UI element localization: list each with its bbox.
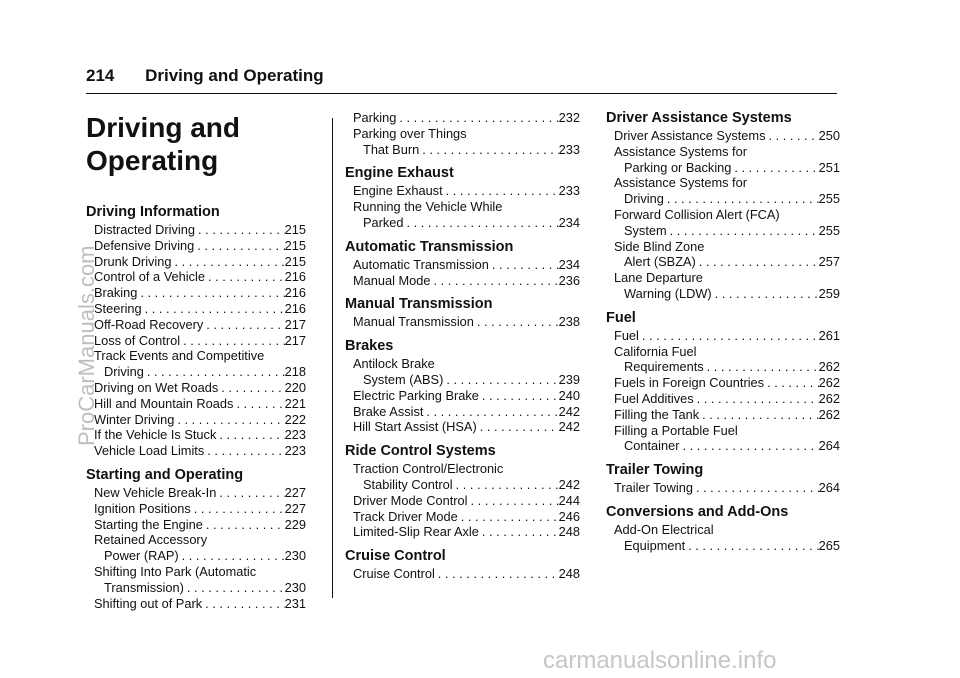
toc-entry[interactable] bbox=[606, 328, 840, 344]
dot-leader bbox=[194, 238, 284, 254]
toc-entry-page: 264 bbox=[818, 480, 840, 496]
toc-entry-line: Parking over Things bbox=[353, 125, 467, 141]
toc-entry[interactable] bbox=[86, 269, 306, 285]
toc-entry-label: Fuel Additives bbox=[614, 390, 694, 406]
toc-entry-line: Running the Vehicle While bbox=[353, 199, 503, 215]
dot-leader bbox=[396, 110, 558, 126]
toc-entry-label: Defensive Driving bbox=[94, 237, 195, 253]
toc-entry[interactable] bbox=[606, 407, 840, 423]
toc-entry-page: 217 bbox=[284, 332, 306, 348]
toc-entry[interactable] bbox=[86, 580, 306, 596]
toc-entry-label: Hill Start Assist (HSA) bbox=[353, 419, 477, 435]
toc-entry-label: Warning (LDW) bbox=[624, 285, 712, 301]
toc-entry[interactable] bbox=[345, 183, 580, 199]
toc-entry-label: Transmission) bbox=[104, 579, 184, 595]
toc-entry-page: 227 bbox=[284, 484, 306, 500]
toc-entry[interactable] bbox=[606, 480, 840, 496]
dot-leader bbox=[172, 254, 285, 270]
toc-entry-label: Cruise Control bbox=[353, 566, 435, 582]
toc-entry-page: 230 bbox=[284, 548, 306, 564]
toc-entry-label: Equipment bbox=[624, 537, 686, 553]
toc-entry-page: 251 bbox=[818, 159, 840, 175]
page-header bbox=[86, 66, 324, 86]
toc-entry-label: New Vehicle Break-In bbox=[94, 484, 217, 500]
toc-entry-label: Limited-Slip Rear Axle bbox=[353, 524, 479, 540]
toc-entry-label: Fuels in Foreign Countries bbox=[614, 375, 765, 391]
toc-entry-page: 248 bbox=[558, 524, 580, 540]
toc-entry[interactable] bbox=[86, 333, 306, 349]
dot-leader bbox=[693, 480, 819, 496]
toc-entry-label: Automatic Transmission bbox=[353, 256, 489, 272]
dot-leader bbox=[202, 596, 285, 612]
toc-entry-label: Hill and Mountain Roads bbox=[94, 395, 234, 411]
section-heading: Engine Exhaust bbox=[345, 165, 454, 182]
dot-leader bbox=[174, 412, 284, 428]
toc-entry[interactable] bbox=[345, 314, 580, 330]
dot-leader bbox=[453, 477, 559, 493]
page-number: 214 bbox=[86, 66, 115, 85]
toc-entry[interactable] bbox=[345, 566, 580, 582]
toc-entry-page: 215 bbox=[284, 222, 306, 237]
toc-entry-page: 217 bbox=[284, 316, 306, 332]
chapter-title-line-1: Driving and bbox=[86, 112, 241, 143]
toc-entry-page: 257 bbox=[818, 254, 840, 270]
toc-entry-page: 216 bbox=[284, 300, 306, 316]
toc-entry-page: 215 bbox=[284, 237, 306, 253]
toc-entry-label: Brake Assist bbox=[353, 403, 424, 419]
dot-leader bbox=[712, 286, 819, 302]
dot-leader bbox=[216, 485, 284, 501]
toc-entry-page: 262 bbox=[818, 359, 840, 375]
toc-entry-label: Loss of Control bbox=[94, 332, 181, 348]
toc-entry-label: Manual Mode bbox=[353, 272, 431, 288]
dot-leader bbox=[195, 222, 285, 238]
chapter-title bbox=[86, 111, 306, 177]
dot-leader bbox=[404, 215, 559, 231]
dot-leader bbox=[184, 580, 285, 596]
toc-entry[interactable] bbox=[86, 254, 306, 270]
toc-entry-label: Winter Driving bbox=[94, 411, 175, 427]
dot-leader bbox=[477, 419, 559, 435]
dot-leader bbox=[419, 142, 558, 158]
toc-entry-page: 236 bbox=[558, 272, 580, 288]
dot-leader bbox=[443, 183, 559, 199]
toc-entry-label: Manual Transmission bbox=[353, 314, 474, 330]
toc-entry-page: 264 bbox=[818, 438, 840, 454]
toc-entry[interactable] bbox=[606, 223, 840, 239]
dot-leader bbox=[180, 333, 285, 349]
section-heading: Driving Information bbox=[86, 204, 220, 220]
dot-leader bbox=[458, 509, 559, 525]
toc-entry-label: Driver Assistance Systems bbox=[614, 128, 766, 143]
toc-entry[interactable] bbox=[606, 438, 840, 454]
toc-entry-label: Parked bbox=[363, 214, 404, 230]
section-heading: Brakes bbox=[345, 338, 394, 355]
toc-entry-label: Driving on Wet Roads bbox=[94, 379, 219, 395]
toc-entry-page: 262 bbox=[818, 406, 840, 422]
toc-entry[interactable] bbox=[86, 222, 306, 238]
toc-column-1 bbox=[86, 110, 306, 611]
bottom-watermark: carmanualsonline.info bbox=[543, 647, 777, 674]
toc-entry-page: 248 bbox=[558, 566, 580, 582]
toc-entry-page: 223 bbox=[284, 427, 306, 443]
section-heading: Manual Transmission bbox=[345, 296, 493, 313]
dot-leader bbox=[489, 257, 559, 273]
toc-entry[interactable] bbox=[86, 317, 306, 333]
toc-entry-line: Shifting Into Park (Automatic bbox=[94, 563, 257, 579]
toc-entry-label: Alert (SBZA) bbox=[624, 254, 696, 270]
toc-entry-label: Steering bbox=[94, 300, 142, 316]
toc-entry[interactable] bbox=[86, 517, 306, 533]
dot-leader bbox=[680, 438, 819, 454]
dot-leader bbox=[191, 501, 285, 517]
toc-entry[interactable] bbox=[86, 596, 306, 612]
toc-entry-line: Filling a Portable Fuel bbox=[614, 422, 738, 438]
toc-entry[interactable] bbox=[606, 191, 840, 207]
toc-entry[interactable] bbox=[86, 364, 306, 380]
toc-entry-label: Requirements bbox=[624, 359, 704, 375]
toc-entry-label: Driver Mode Control bbox=[353, 492, 468, 508]
toc-entry-line: Track Events and Competitive bbox=[94, 348, 265, 364]
dot-leader bbox=[431, 273, 559, 289]
toc-entry[interactable] bbox=[345, 110, 580, 126]
toc-entry-page: 242 bbox=[558, 476, 580, 492]
toc-entry-page: 231 bbox=[284, 595, 306, 611]
section-heading: Starting and Operating bbox=[86, 466, 244, 483]
toc-entry-label: Trailer Towing bbox=[614, 480, 693, 496]
toc-entry-page: 215 bbox=[284, 253, 306, 269]
toc-entry[interactable] bbox=[86, 501, 306, 517]
toc-entry-label: Engine Exhaust bbox=[353, 183, 443, 199]
dot-leader bbox=[205, 269, 285, 285]
toc-entry-label: Vehicle Load Limits bbox=[94, 443, 205, 459]
toc-entry-label: Driving bbox=[104, 364, 144, 380]
toc-entry[interactable] bbox=[606, 254, 840, 270]
dot-leader bbox=[203, 517, 285, 533]
toc-column-3 bbox=[606, 110, 840, 554]
toc-entry[interactable] bbox=[345, 215, 580, 231]
toc-entry-label: Shifting out of Park bbox=[94, 595, 203, 611]
toc-entry-label: Track Driver Mode bbox=[353, 508, 458, 524]
toc-entry-line: Add-On Electrical bbox=[614, 521, 714, 537]
toc-entry[interactable] bbox=[345, 419, 580, 435]
toc-entry[interactable] bbox=[345, 273, 580, 289]
toc-entry-page: 230 bbox=[284, 579, 306, 595]
toc-entry[interactable] bbox=[606, 160, 840, 176]
toc-entry-label: Fuel bbox=[614, 327, 639, 343]
dot-leader bbox=[764, 375, 819, 391]
toc-entry[interactable] bbox=[345, 524, 580, 540]
toc-entry[interactable] bbox=[606, 286, 840, 302]
section-heading: Automatic Transmission bbox=[345, 238, 514, 255]
toc-entry-line: Retained Accessory bbox=[94, 532, 208, 548]
toc-entry-page: 255 bbox=[818, 191, 840, 207]
toc-entry-page: 240 bbox=[558, 387, 580, 403]
dot-leader bbox=[765, 128, 818, 144]
toc-entry-page: 255 bbox=[818, 222, 840, 238]
toc-entry-label: Starting the Engine bbox=[94, 516, 203, 532]
toc-entry-label: Braking bbox=[94, 285, 138, 301]
toc-entry[interactable] bbox=[345, 257, 580, 273]
dot-leader bbox=[699, 407, 819, 423]
toc-entry-page: 242 bbox=[558, 403, 580, 419]
toc-entry[interactable] bbox=[86, 427, 306, 443]
toc-entry[interactable] bbox=[86, 485, 306, 501]
toc-entry-page: 222 bbox=[284, 411, 306, 427]
toc-entry-line: Lane Departure bbox=[614, 270, 703, 286]
toc-entry-label: If the Vehicle Is Stuck bbox=[94, 427, 217, 443]
section-heading: Fuel bbox=[606, 309, 636, 326]
dot-leader bbox=[144, 364, 285, 380]
dot-leader bbox=[694, 391, 819, 407]
dot-leader bbox=[474, 314, 559, 330]
running-title: Driving and Operating bbox=[145, 66, 324, 85]
toc-entry-label: Ignition Positions bbox=[94, 500, 191, 516]
toc-entry-label: Stability Control bbox=[363, 476, 453, 492]
toc-entry[interactable] bbox=[606, 359, 840, 375]
toc-entry-label: Control of a Vehicle bbox=[94, 269, 205, 285]
toc-entry-page: 259 bbox=[818, 285, 840, 301]
toc-entry-page: 233 bbox=[558, 183, 580, 199]
toc-entry-line: Forward Collision Alert (FCA) bbox=[614, 206, 780, 222]
toc-entry[interactable] bbox=[345, 404, 580, 420]
toc-entry-line: Assistance Systems for bbox=[614, 175, 747, 191]
dot-leader bbox=[204, 443, 284, 459]
toc-entry-label: That Burn bbox=[363, 141, 420, 157]
toc-entry-page: 265 bbox=[818, 537, 840, 553]
toc-entry[interactable] bbox=[86, 443, 306, 459]
toc-entry-page: 246 bbox=[558, 508, 580, 524]
toc-entry-page: 234 bbox=[558, 256, 580, 272]
toc-entry-label: Off-Road Recovery bbox=[94, 316, 204, 332]
toc-entry-page: 261 bbox=[818, 327, 840, 343]
toc-entry[interactable] bbox=[345, 388, 580, 404]
toc-entry-line: California Fuel bbox=[614, 343, 697, 359]
section-heading: Ride Control Systems bbox=[345, 443, 496, 460]
dot-leader bbox=[443, 372, 558, 388]
toc-entry-page: 218 bbox=[284, 364, 306, 380]
toc-entry-page: 250 bbox=[818, 128, 840, 143]
dot-leader bbox=[479, 524, 559, 540]
toc-entry-page: 238 bbox=[558, 314, 580, 330]
dot-leader bbox=[203, 317, 284, 333]
toc-entry-page: 223 bbox=[284, 443, 306, 459]
column-divider bbox=[332, 118, 333, 598]
toc-entry-page: 229 bbox=[284, 516, 306, 532]
toc-entry-label: Driving bbox=[624, 191, 664, 207]
toc-entry[interactable] bbox=[345, 477, 580, 493]
toc-entry-page: 220 bbox=[284, 379, 306, 395]
toc-entry[interactable] bbox=[86, 548, 306, 564]
dot-leader bbox=[216, 427, 284, 443]
toc-entry-page: 227 bbox=[284, 500, 306, 516]
toc-entry-label: Distracted Driving bbox=[94, 222, 195, 237]
toc-entry[interactable] bbox=[86, 301, 306, 317]
toc-entry-label: Parking or Backing bbox=[624, 159, 732, 175]
dot-leader bbox=[685, 538, 818, 554]
toc-entry-page: 262 bbox=[818, 390, 840, 406]
toc-entry-label: Parking bbox=[353, 110, 397, 125]
dot-leader bbox=[704, 359, 819, 375]
header-rule bbox=[86, 93, 837, 94]
dot-leader bbox=[667, 223, 819, 239]
toc-entry-page: 262 bbox=[818, 375, 840, 391]
section-heading: Driver Assistance Systems bbox=[606, 110, 792, 126]
toc-entry-line: Antilock Brake bbox=[353, 356, 435, 372]
section-heading: Cruise Control bbox=[345, 548, 446, 565]
toc-entry[interactable] bbox=[86, 412, 306, 428]
dot-leader bbox=[233, 396, 284, 412]
toc-entry-page: 216 bbox=[284, 285, 306, 301]
dot-leader bbox=[137, 285, 284, 301]
toc-entry-page: 239 bbox=[558, 371, 580, 387]
toc-entry-page: 232 bbox=[558, 110, 580, 125]
toc-entry-label: System bbox=[624, 222, 667, 238]
toc-entry-line: Side Blind Zone bbox=[614, 238, 705, 254]
section-heading: Conversions and Add-Ons bbox=[606, 503, 789, 520]
toc-entry-line: Traction Control/Electronic bbox=[353, 461, 504, 477]
side-watermark: ProCarManuals.com bbox=[74, 245, 99, 446]
dot-leader bbox=[696, 254, 819, 270]
toc-entry-page: 233 bbox=[558, 141, 580, 157]
toc-entry[interactable] bbox=[86, 238, 306, 254]
toc-entry-label: Power (RAP) bbox=[104, 548, 179, 564]
toc-entry-label: System (ABS) bbox=[363, 371, 444, 387]
toc-column-2 bbox=[345, 110, 580, 582]
toc-entry-page: 244 bbox=[558, 492, 580, 508]
dot-leader bbox=[218, 380, 284, 396]
toc-entry[interactable] bbox=[345, 493, 580, 509]
toc-entry-label: Electric Parking Brake bbox=[353, 387, 479, 403]
dot-leader bbox=[639, 328, 819, 344]
toc-entry[interactable] bbox=[86, 396, 306, 412]
toc-entry-label: Drunk Driving bbox=[94, 253, 172, 269]
toc-entry[interactable] bbox=[606, 391, 840, 407]
toc-entry[interactable] bbox=[606, 375, 840, 391]
dot-leader bbox=[468, 493, 559, 509]
toc-entry-page: 234 bbox=[558, 214, 580, 230]
dot-leader bbox=[664, 191, 819, 207]
toc-entry-label: Container bbox=[624, 438, 680, 454]
toc-entry-page: 216 bbox=[284, 269, 306, 285]
dot-leader bbox=[479, 388, 559, 404]
dot-leader bbox=[423, 404, 558, 420]
dot-leader bbox=[731, 160, 818, 176]
toc-entry-page: 242 bbox=[558, 419, 580, 435]
toc-entry[interactable] bbox=[86, 285, 306, 301]
dot-leader bbox=[435, 566, 559, 582]
toc-entry[interactable] bbox=[86, 380, 306, 396]
chapter-title-line-2: Operating bbox=[86, 145, 219, 176]
dot-leader bbox=[142, 301, 285, 317]
toc-entry[interactable] bbox=[345, 372, 580, 388]
toc-entry-line: Assistance Systems for bbox=[614, 143, 747, 159]
toc-entry-page: 221 bbox=[284, 395, 306, 411]
toc-entry[interactable] bbox=[606, 128, 840, 144]
toc-entry[interactable] bbox=[606, 538, 840, 554]
dot-leader bbox=[179, 548, 285, 564]
section-heading: Trailer Towing bbox=[606, 462, 704, 479]
toc-entry-label: Filling the Tank bbox=[614, 406, 700, 422]
toc-entry[interactable] bbox=[345, 142, 580, 158]
toc-entry[interactable] bbox=[345, 509, 580, 525]
